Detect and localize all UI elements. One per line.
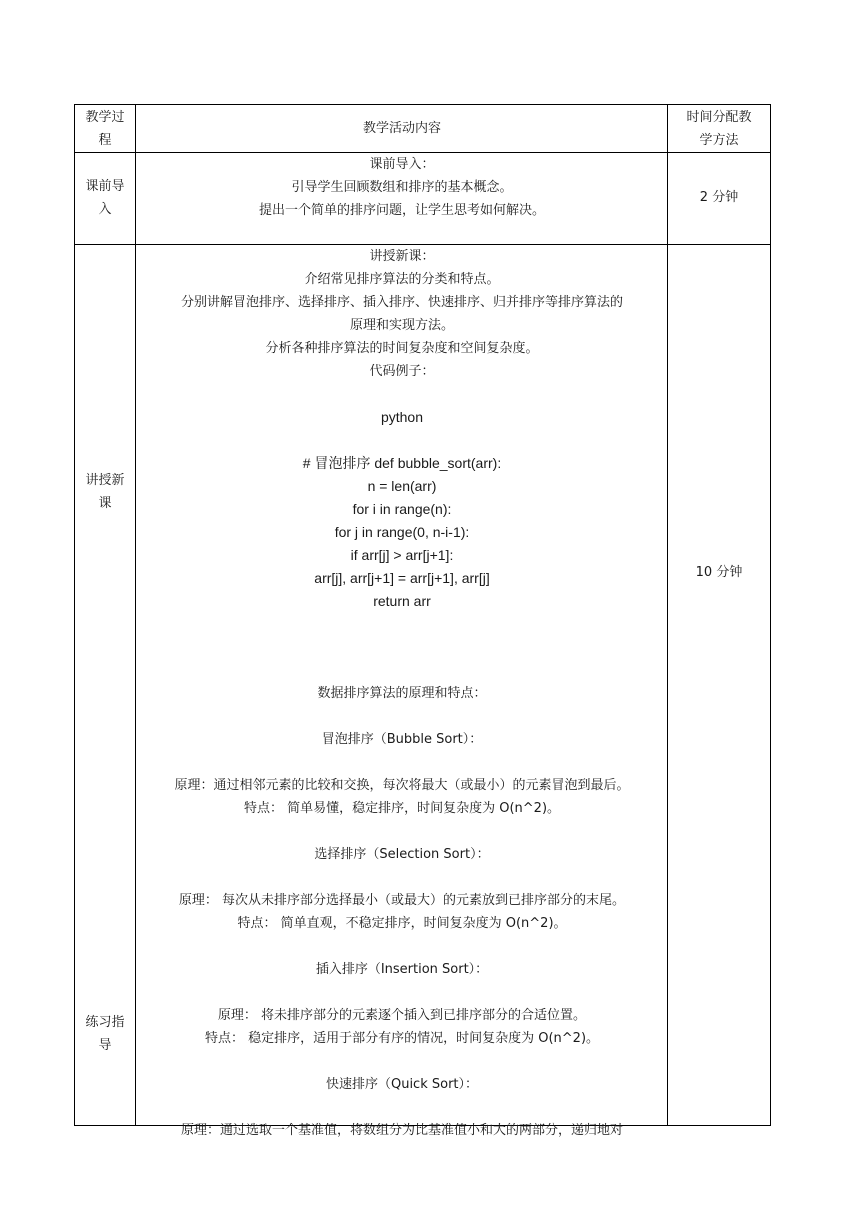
row-intro-time [668, 186, 770, 209]
bubble-title: 冒泡排序（Bubble Sort）： [321, 732, 483, 747]
row-lecture-time [668, 561, 770, 584]
header-content [136, 117, 668, 140]
row-intro-process [74, 175, 136, 221]
header-content-label: 教学活动内容 [362, 121, 441, 136]
code-line: return arr [373, 593, 431, 609]
time-value: 2 分钟 [699, 190, 739, 205]
content-line: 课前导入： [369, 157, 435, 172]
row-intro-content [136, 153, 668, 222]
content-line: 分析各种排序算法的时间复杂度和空间复杂度。 [265, 341, 539, 356]
insertion-title: 插入排序（Insertion Sort）： [315, 962, 489, 977]
header-process-line: 程 [98, 133, 112, 148]
content-line: 引导学生回顾数组和排序的基本概念。 [291, 180, 513, 195]
code-line: for i in range(n): [352, 501, 452, 517]
code-line: arr[j], arr[j+1] = arr[j+1], arr[j] [314, 570, 490, 586]
bubble-principle: 原理：通过相邻元素的比较和交换，每次将最大（或最小）的元素冒泡到最后。 [174, 778, 630, 793]
selection-principle: 原理： 每次从未排序部分选择最小（或最大）的元素放到已排序部分的末尾。 [178, 893, 626, 908]
header-process-line: 教学过 [85, 110, 125, 125]
quick-title: 快速排序（Quick Sort）： [325, 1077, 479, 1092]
content-line: 提出一个简单的排序问题，让学生思考如何解决。 [258, 203, 545, 218]
header-process [74, 106, 136, 152]
quick-principle: 原理：通过选取一个基准值，将数组分为比基准值小和大的两部分，递归地对 [180, 1123, 623, 1138]
process-line: 课 [98, 496, 112, 511]
selection-title: 选择排序（Selection Sort）： [314, 847, 490, 862]
process-line: 导 [98, 1038, 112, 1053]
process-line: 练习指 [85, 1015, 125, 1030]
table-border-left [74, 104, 75, 1126]
code-line: if arr[j] > arr[j+1]: [350, 547, 454, 563]
code-line: n = len(arr) [367, 478, 437, 494]
header-time-method [668, 106, 770, 152]
process-line: 入 [98, 202, 112, 217]
header-time-line: 学方法 [699, 133, 739, 148]
process-line: 讲授新 [85, 473, 125, 488]
bubble-feature: 特点： 简单易懂，稳定排序，时间复杂度为 O(n^2)。 [243, 801, 561, 816]
insertion-feature: 特点： 稳定排序，适用于部分有序的情况，时间复杂度为 O(n^2)。 [204, 1031, 600, 1046]
selection-feature: 特点： 简单直观，不稳定排序，时间复杂度为 O(n^2)。 [237, 916, 567, 931]
content-line: 介绍常见排序算法的分类和特点。 [304, 272, 500, 287]
row-lecture-process [74, 469, 136, 515]
content-line: 原理和实现方法。 [349, 318, 454, 333]
principles-title: 数据排序算法的原理和特点： [317, 686, 487, 701]
header-time-line: 时间分配教 [686, 110, 752, 125]
row-lecture-content [136, 245, 668, 1142]
code-line: for j in range(0, n-i-1): [334, 524, 470, 540]
insertion-principle: 原理： 将未排序部分的元素逐个插入到已排序部分的合适位置。 [217, 1008, 587, 1023]
table-border-right [770, 104, 771, 1126]
process-line: 课前导 [85, 179, 125, 194]
content-line: 分别讲解冒泡排序、选择排序、插入排序、快速排序、归并排序等排序算法的 [180, 295, 623, 310]
code-line: # 冒泡排序 def bubble_sort(arr): [302, 455, 502, 471]
content-line: 代码例子： [369, 364, 435, 379]
code-language: python [380, 409, 424, 425]
row-practice-process [74, 1011, 136, 1057]
content-line: 讲授新课： [369, 249, 435, 264]
time-value: 10 分钟 [695, 565, 743, 580]
